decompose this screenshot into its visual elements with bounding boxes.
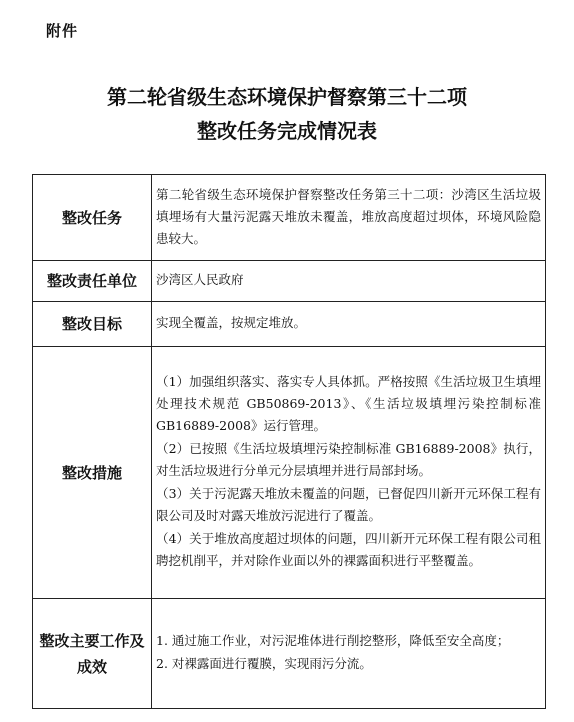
content-paragraph: 沙湾区人民政府 [156,272,244,287]
content-paragraph: 2. 对裸露面进行覆膜，实现雨污分流。 [156,656,372,671]
row-content [152,347,546,599]
row-label: 整改措施 [33,347,152,599]
row-label: 整改责任单位 [33,261,152,302]
table-row-measures [33,347,546,599]
document-title-line2: 整改任务完成情况表 [197,119,377,143]
table-row-goal [33,302,546,347]
row-content [152,175,546,261]
row-label: 整改任务 [33,175,152,261]
row-label: 整改主要工作及成效 [33,599,152,709]
table-row-responsible-unit [33,261,546,302]
content-paragraph: 1. 通过施工作业，对污泥堆体进行削挖整形，降低至安全高度； [156,633,510,648]
rectification-table [32,174,546,709]
table-row-results [33,599,546,709]
table-row-task [33,175,546,261]
content-paragraph: （3）关于污泥露天堆放未覆盖的问题，已督促四川新开元环保工程有限公司及时对露天堆放污泥进行了覆盖。 [156,486,541,523]
attachment-label: 附件 [46,22,79,40]
document-title-line1: 第二轮省级生态环境保护督察第三十二项 [107,85,467,109]
content-paragraph: （4）关于堆放高度超过坝体的问题，四川新开元环保工程有限公司租聘挖机削平，并对除作业面以外的裸露面积进行平整覆盖。 [156,531,541,568]
row-content [152,599,546,709]
row-content [152,261,546,302]
content-paragraph: 实现全覆盖，按规定堆放。 [156,315,307,330]
content-paragraph: 第二轮省级生态环境保护督察整改任务第三十二项：沙湾区生活垃圾填埋场有大量污泥露天堆放未覆盖，堆放高度超过坝体，环境风险隐患较大。 [156,186,541,246]
row-content [152,302,546,347]
content-paragraph: （2）已按照《生活垃圾填埋污染控制标准 GB16889-2008》执行，对生活垃圾进行分单元分层填埋并进行局部封场。 [156,441,541,478]
content-paragraph: （1）加强组织落实、落实专人具体抓。严格按照《生活垃圾卫生填埋处理技术规范 GB50869-2013》、《生活垃圾填埋污染控制标准 GB16889-2008》运行管理。 [156,374,541,433]
row-label: 整改目标 [33,302,152,347]
